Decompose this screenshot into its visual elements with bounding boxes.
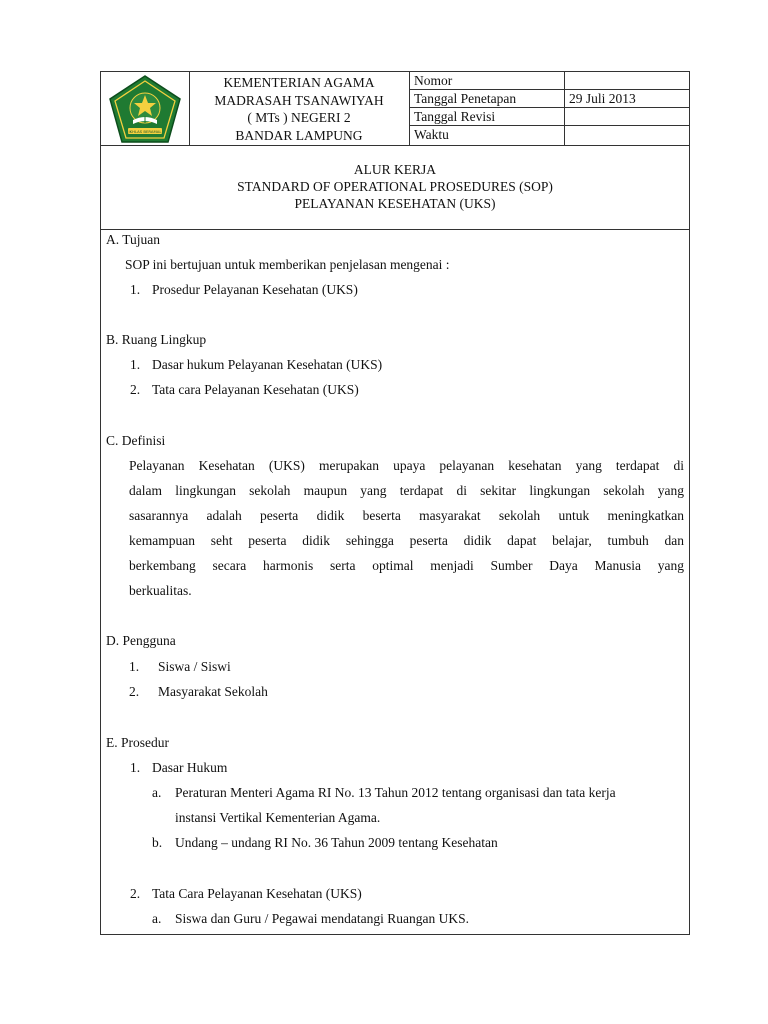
list-number: 1.	[130, 282, 141, 297]
list-item: Tata Cara Pelayanan Kesehatan (UKS)	[152, 886, 362, 901]
list-number: 2.	[130, 382, 141, 397]
meta-row-tanggal-revisi	[410, 108, 689, 126]
org-line: MADRASAH TSANAWIYAH	[214, 92, 384, 108]
definition-line: Pelayanan Kesehatan (UKS) merupakan upaya pelayanan kesehatan yang terdapat di	[129, 458, 684, 473]
sub-list-item: Peraturan Menteri Agama RI No. 13 Tahun 2012 tentang organisasi dan tata kerja	[175, 785, 616, 800]
list-number: 2.	[129, 684, 140, 699]
org-line: ( MTs ) NEGERI 2	[247, 110, 351, 125]
list-item: Tata cara Pelayanan Kesehatan (UKS)	[152, 382, 359, 397]
sub-list-item-continued: instansi Vertikal Kementerian Agama.	[175, 810, 381, 825]
logo-cell	[101, 72, 190, 145]
meta-row-nomor	[410, 72, 689, 90]
list-number: 1.	[130, 357, 141, 372]
section-heading-prosedur: E. Prosedur	[106, 735, 169, 750]
meta-row-waktu	[410, 126, 689, 145]
meta-value	[565, 72, 689, 89]
meta-label: Waktu	[410, 126, 565, 145]
definition-line: sasarannya adalah peserta didik beserta masyarakat sekolah untuk meningkatkan	[129, 508, 684, 523]
list-item: Prosedur Pelayanan Kesehatan (UKS)	[152, 282, 358, 297]
sop-document	[100, 71, 690, 935]
definition-line: berkembang secara harmonis serta optimal menjadi Sumber Daya Manusia yang	[129, 558, 684, 573]
list-number: 1.	[129, 659, 140, 674]
logo-caption: IKHLAS BERAMAL	[128, 129, 162, 134]
kemenag-logo-icon	[101, 72, 189, 145]
meta-value	[565, 108, 689, 125]
sub-list-letter: b.	[152, 835, 163, 850]
org-line: KEMENTERIAN AGAMA	[223, 75, 375, 90]
list-item: Siswa / Siswi	[158, 659, 231, 674]
title-line: ALUR KERJA	[353, 162, 437, 177]
meta-label: Nomor	[410, 72, 565, 89]
meta-value: 29 Juli 2013	[569, 91, 636, 106]
list-item: Dasar Hukum	[152, 760, 228, 775]
list-item: Masyarakat Sekolah	[158, 684, 268, 699]
tujuan-intro: SOP ini bertujuan untuk memberikan penjelasan mengenai :	[125, 257, 450, 272]
document-header	[101, 72, 689, 146]
document-meta-table	[410, 72, 689, 145]
sub-list-letter: a.	[152, 785, 162, 800]
definition-line: berkualitas.	[129, 583, 192, 598]
title-line: PELAYANAN KESEHATAN (UKS)	[294, 196, 496, 211]
sub-list-item: Siswa dan Guru / Pegawai mendatangi Ruangan UKS.	[175, 911, 469, 926]
organization-name	[189, 72, 410, 145]
section-heading-definisi: C. Definisi	[106, 433, 166, 448]
section-heading-pengguna: D. Pengguna	[106, 633, 176, 648]
meta-label: Tanggal Penetapan	[410, 90, 565, 107]
meta-label: Tanggal Revisi	[410, 108, 565, 125]
title-line: STANDARD OF OPERATIONAL PROSEDURES (SOP)	[237, 179, 553, 194]
org-line: BANDAR LAMPUNG	[235, 127, 363, 143]
meta-value	[565, 126, 689, 145]
document-title	[101, 145, 689, 230]
definition-line: dalam lingkungan sekolah maupun yang terdapat di sekitar lingkungan sekolah yang	[129, 483, 684, 498]
list-item: Dasar hukum Pelayanan Kesehatan (UKS)	[152, 357, 383, 372]
sub-list-letter: a.	[152, 911, 162, 926]
meta-row-tanggal-penetapan	[410, 90, 689, 108]
definition-line: kemampuan seht peserta didik sehingga peserta didik dapat belajar, tumbuh dan	[129, 533, 684, 548]
list-number: 2.	[130, 886, 141, 901]
sub-list-item: Undang – undang RI No. 36 Tahun 2009 tentang Kesehatan	[175, 835, 498, 850]
section-heading-tujuan: A. Tujuan	[106, 232, 161, 247]
list-number: 1.	[130, 760, 141, 775]
section-heading-ruang-lingkup: B. Ruang Lingkup	[106, 332, 207, 347]
